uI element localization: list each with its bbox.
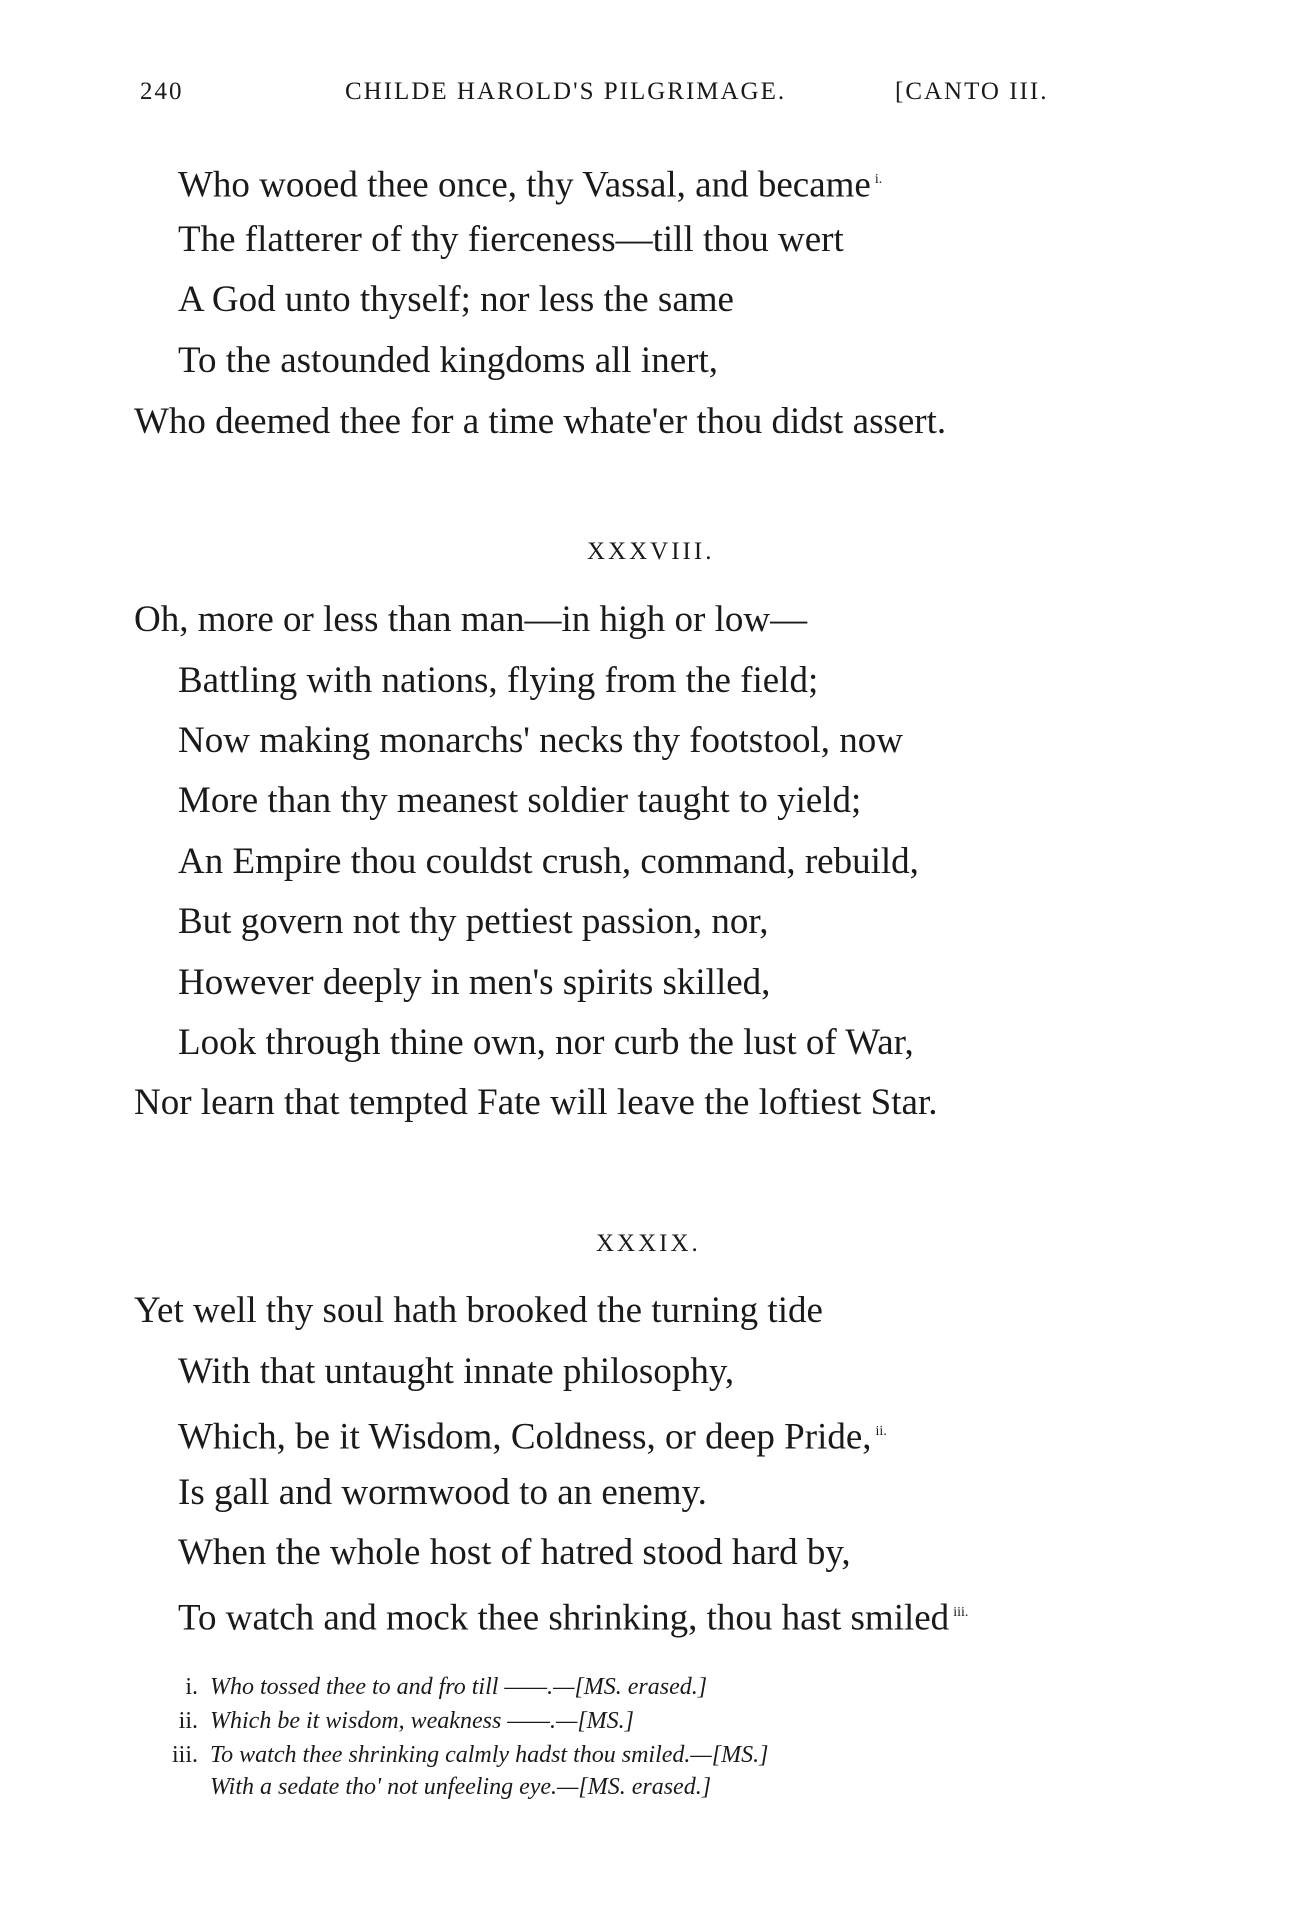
footnote-ref: ii. xyxy=(875,1424,887,1439)
footnote-ref: iii. xyxy=(953,1605,969,1620)
poem-line: Yet well thy soul hath brooked the turning tide xyxy=(134,1290,823,1331)
footnote: With a sedate tho' not unfeeling eye.—[MS. erased.] xyxy=(210,1774,712,1800)
page-number: 240 xyxy=(140,78,184,105)
poem-line: To the astounded kingdoms all inert, xyxy=(178,340,718,381)
poem-line: When the whole host of hatred stood hard by, xyxy=(178,1532,851,1573)
poem-line: Is gall and wormwood to an enemy. xyxy=(178,1472,707,1513)
poem-line: The flatterer of thy fierceness—till thou wert xyxy=(178,219,844,260)
poem-line: Who wooed thee once, thy Vassal, and became $^{i.}$ xyxy=(178,164,883,206)
footnote: ii. Which be it wisdom, weakness ——.—[MS.] xyxy=(178,1708,634,1734)
poem-line: A God unto thyself; nor less the same xyxy=(178,279,734,320)
poem-line: Oh, more or less than man—in high or low— xyxy=(134,599,808,640)
poem-line: Look through thine own, nor curb the lust of War, xyxy=(178,1022,914,1063)
poem-line: Which, be it Wisdom, Coldness, or deep Pride, $^{ii.}$ xyxy=(178,1416,887,1458)
footnote: iii. To watch thee shrinking calmly hadst thou smiled.—[MS.] xyxy=(171,1742,769,1768)
poem-line: Now making monarchs' necks thy footstool, now xyxy=(178,720,903,761)
footnote-ref: i. xyxy=(874,172,883,187)
stanza-number: XXXVIII. xyxy=(587,538,715,565)
footnote: i. Who tossed thee to and fro till ——.—[MS. erased.] xyxy=(185,1674,708,1700)
poem-line: An Empire thou couldst crush, command, rebuild, xyxy=(178,841,919,882)
poem-line: Who deemed thee for a time whate'er thou didst assert. xyxy=(134,401,947,442)
stanza-number: XXXIX. xyxy=(596,1230,701,1257)
poem-line: But govern not thy pettiest passion, nor, xyxy=(178,901,769,942)
poem-line: Nor learn that tempted Fate will leave the loftiest Star. xyxy=(134,1082,938,1123)
poem-line: Battling with nations, flying from the field; xyxy=(178,660,819,701)
poem-line: To watch and mock thee shrinking, thou hast smiled $^{iii.}$ xyxy=(178,1597,969,1639)
canto-label: [CANTO III. xyxy=(895,78,1049,105)
poem-line: With that untaught innate philosophy, xyxy=(178,1351,735,1392)
poem-line: More than thy meanest soldier taught to yield; xyxy=(178,780,862,821)
running-title: CHILDE HAROLD'S PILGRIMAGE. xyxy=(345,78,787,105)
poem-line: However deeply in men's spirits skilled, xyxy=(178,962,771,1003)
